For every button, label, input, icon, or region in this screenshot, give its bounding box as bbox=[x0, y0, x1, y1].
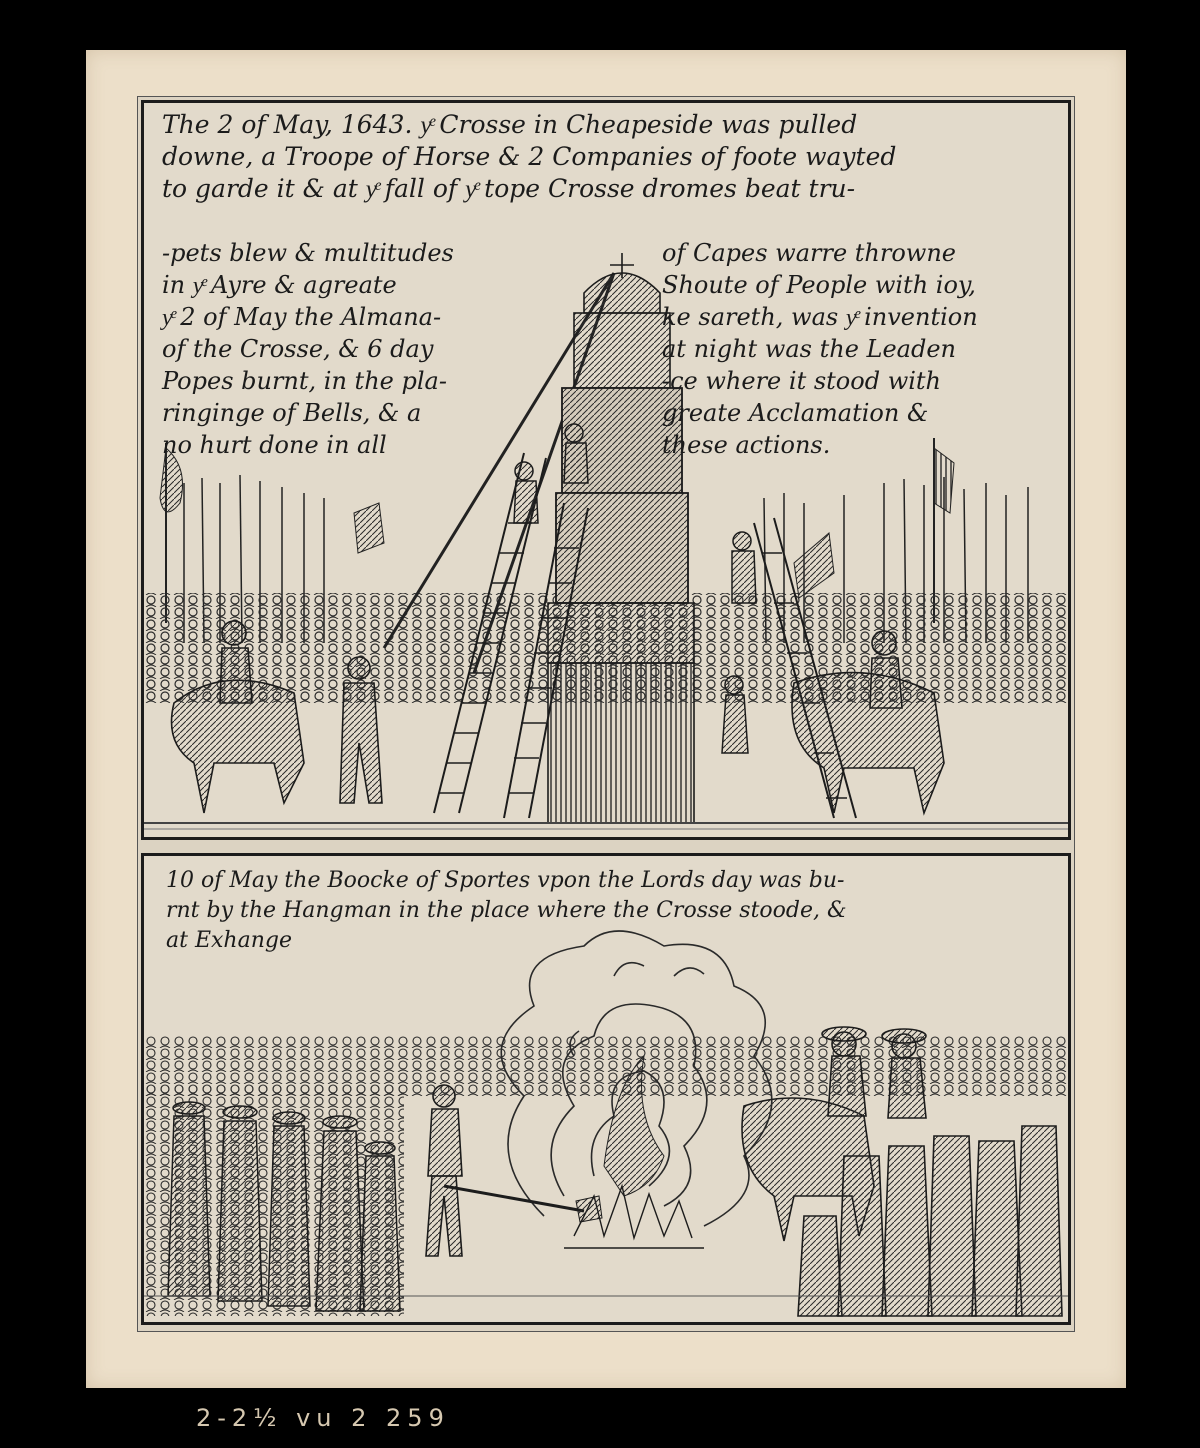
caption-line: rnt by the Hangman in the place where the Crosse stoode, & bbox=[166, 898, 847, 923]
pencil-inscription: 2-2½ vu 2 259 bbox=[196, 1404, 450, 1432]
bottom-caption bbox=[166, 866, 847, 956]
caption-line: no hurt done in all bbox=[162, 431, 387, 459]
caption-line: The 2 of May, 1643. yͤ Crosse in Cheapeside was pulled bbox=[162, 110, 858, 139]
caption-line: -ce where it stood with bbox=[662, 367, 942, 395]
caption-line: 10 of May the Boocke of Sportes vpon the Lords day was bu- bbox=[166, 868, 845, 893]
top-scene-panel bbox=[141, 100, 1071, 840]
top-caption-heading bbox=[162, 109, 896, 205]
caption-line: these actions. bbox=[662, 431, 831, 459]
top-caption-right-column bbox=[662, 237, 978, 461]
caption-line: -pets blew & multitudes bbox=[162, 239, 454, 267]
caption-line: of Capes warre throwne bbox=[662, 239, 956, 267]
caption-line: yͤ 2 of May the Almana- bbox=[162, 303, 442, 331]
caption-line: at night was the Leaden bbox=[662, 335, 957, 363]
caption-line: ringinge of Bells, & a bbox=[162, 399, 422, 427]
caption-line: ke sareth, was yͤ invention bbox=[662, 303, 978, 331]
caption-line: Popes burnt, in the pla- bbox=[162, 367, 447, 395]
cross-demolition-etching bbox=[144, 103, 1068, 837]
caption-line: greate Acclamation & bbox=[662, 399, 929, 427]
caption-line: of the Crosse, & 6 day bbox=[162, 335, 434, 363]
top-caption-left-column bbox=[162, 237, 454, 461]
caption-line: Shoute of People with ioy, bbox=[662, 271, 976, 299]
caption-line: downe, a Troope of Horse & 2 Companies of foote wayted bbox=[162, 142, 897, 171]
bottom-scene-panel bbox=[141, 853, 1071, 1325]
caption-line: to garde it & at yͤ fall of yͤ tope Crosse dromes beat tru- bbox=[162, 174, 856, 203]
caption-line: at Exhange bbox=[166, 928, 292, 953]
caption-line: in yͤ Ayre & agreate bbox=[162, 271, 397, 299]
